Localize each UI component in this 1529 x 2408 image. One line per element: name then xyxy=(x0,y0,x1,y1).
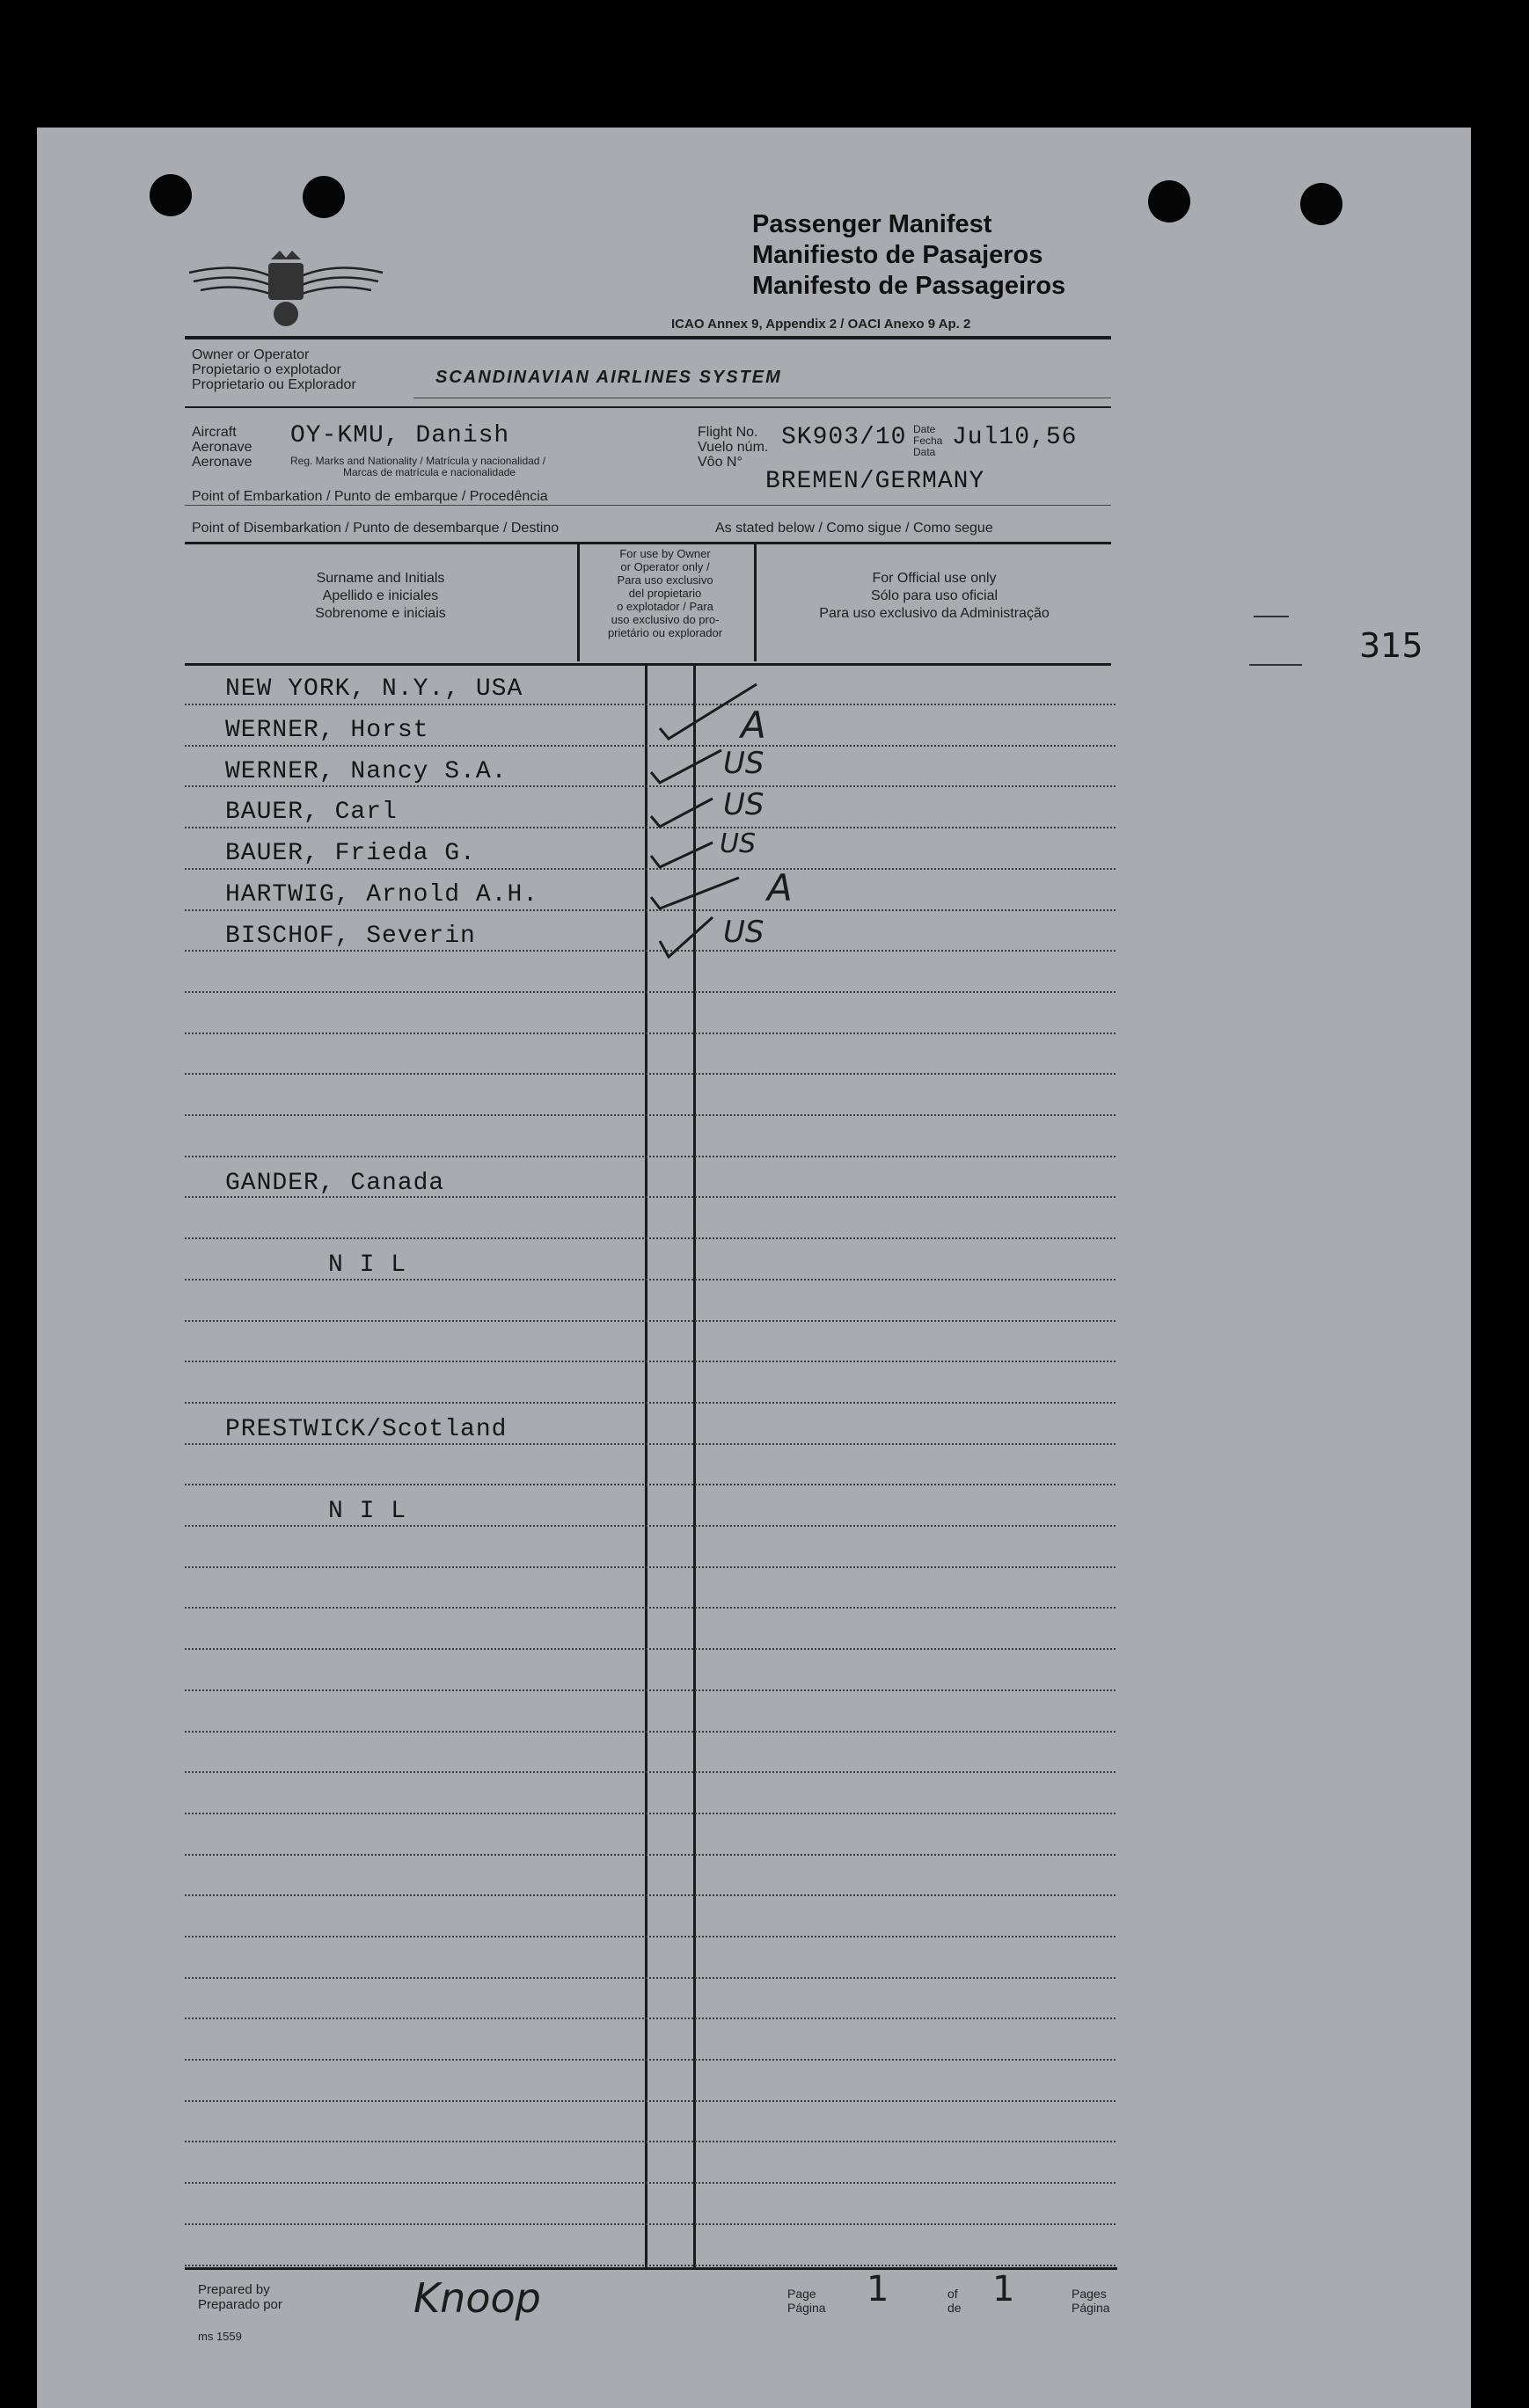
of-value: 1 xyxy=(992,2269,1015,2309)
table-row-line xyxy=(185,1771,1116,1773)
punch-hole xyxy=(303,176,345,218)
table-row-line xyxy=(185,1033,1116,1034)
title-es: Manifiesto de Pasajeros xyxy=(752,241,1043,269)
table-row-line xyxy=(185,1731,1116,1733)
stamp-dash xyxy=(1249,664,1302,666)
prepared-label: Prepared by Preparado por xyxy=(198,2282,282,2312)
table-row-line xyxy=(185,991,1116,993)
table-row-line xyxy=(185,1525,1116,1527)
table-row-line xyxy=(185,1648,1116,1650)
footer-rule xyxy=(185,2267,1117,2270)
handwritten-mark: US xyxy=(720,828,757,859)
title-pt: Manifesto de Passageiros xyxy=(752,272,1066,300)
date-value: Jul10,56 xyxy=(952,424,1078,451)
table-row-line xyxy=(185,1361,1116,1362)
table-row-line xyxy=(185,1073,1116,1075)
table-row-line xyxy=(185,1402,1116,1404)
table-row-line xyxy=(185,2182,1116,2184)
punch-hole xyxy=(1300,183,1342,225)
list-item: BISCHOF, Severin xyxy=(225,923,476,950)
list-item: NEW YORK, N.Y., USA xyxy=(225,675,523,703)
date-label: Date Fecha Data xyxy=(913,423,943,458)
owner-divider xyxy=(185,406,1111,408)
table-row-line xyxy=(185,2018,1116,2019)
stop-result: N I L xyxy=(328,1251,407,1279)
table-row-line xyxy=(185,2223,1116,2225)
table-row-line xyxy=(185,1443,1116,1445)
embarkation-label: Point of Embarkation / Punto de embarque / Procedência xyxy=(192,489,548,504)
title-en: Passenger Manifest xyxy=(752,210,992,238)
airline-wings-logo-icon xyxy=(185,251,387,339)
flight-no-value: SK903/10 xyxy=(781,424,907,451)
pages-label: Pages Página xyxy=(1072,2287,1110,2315)
embarkation-value: BREMEN/GERMANY xyxy=(765,468,985,495)
table-row-line xyxy=(185,1607,1116,1609)
reg-marks-label: Reg. Marks and Nationality / Matrícula y nacionalidad / Marcas de matrícula e nacionalidade xyxy=(290,455,546,478)
table-row-line xyxy=(185,2265,1116,2266)
table-row-line xyxy=(185,2059,1116,2061)
table-row-line xyxy=(185,1237,1116,1239)
stop-result: N I L xyxy=(328,1498,407,1525)
col-official-header: For Official use only Sólo para uso oficial Para uso exclusivo da Administração xyxy=(819,571,1050,621)
as-stated-label: As stated below / Como sigue / Como segue xyxy=(715,521,993,536)
handwritten-mark: A xyxy=(767,866,793,909)
page-stamp-number: 315 xyxy=(1359,626,1423,665)
embarkation-rule xyxy=(185,505,1111,506)
aircraft-value: OY-KMU, Danish xyxy=(290,422,510,449)
handwritten-mark: US xyxy=(723,915,764,950)
table-row-line xyxy=(185,1114,1116,1116)
col-surname-header: Surname and Initials Apellido e iniciales Sobrenome e iniciais xyxy=(315,571,446,621)
operator-name: SCANDINAVIAN AIRLINES SYSTEM xyxy=(435,368,782,387)
flight-no-label: Flight No. Vuelo núm. Vôo N° xyxy=(698,425,769,470)
table-row-line xyxy=(185,1689,1116,1691)
stamp-dash xyxy=(1254,616,1289,617)
table-row-line xyxy=(185,1854,1116,1856)
form-number: ms 1559 xyxy=(198,2330,242,2343)
list-item: WERNER, Horst xyxy=(225,717,429,744)
disembarkation-label: Point of Disembarkation / Punto de desembarque / Destino xyxy=(192,521,560,536)
owner-label: Owner or Operator Propietario o explotador Proprietario ou Explorador xyxy=(192,347,356,392)
handwritten-mark: US xyxy=(723,746,764,781)
column-header-rule xyxy=(185,663,1111,666)
page-label: Page Página xyxy=(787,2287,826,2315)
of-label: of de xyxy=(947,2287,962,2315)
manifest-title xyxy=(752,209,1122,302)
table-row-line xyxy=(185,1894,1116,1896)
icao-reference: ICAO Annex 9, Appendix 2 / OACI Anexo 9 Ap. 2 xyxy=(671,317,971,332)
aircraft-label: Aircraft Aeronave Aeronave xyxy=(192,425,252,470)
punch-hole xyxy=(150,174,192,216)
list-item: BAUER, Frieda G. xyxy=(225,840,476,867)
page-value: 1 xyxy=(867,2269,889,2309)
table-row-line xyxy=(185,1936,1116,1937)
table-row-line xyxy=(185,1279,1116,1281)
table-row-line xyxy=(185,2141,1116,2142)
table-row-line xyxy=(185,1320,1116,1322)
table-row-line xyxy=(185,1156,1116,1157)
col-owner-header: For use by Owner or Operator only / Para uso exclusivo del propietario o explotador / Para uso exclusivo do pro- prietário ou explorador xyxy=(607,547,723,639)
list-item: HARTWIG, Arnold A.H. xyxy=(225,881,539,908)
punch-hole xyxy=(1148,180,1190,223)
prepared-signature: Knoop xyxy=(413,2274,541,2322)
table-row-line xyxy=(185,1813,1116,1814)
check-marks-icon xyxy=(633,667,774,966)
list-item: WERNER, Nancy S.A. xyxy=(225,758,508,785)
top-rule xyxy=(185,336,1111,339)
table-row-line xyxy=(185,1566,1116,1568)
handwritten-mark: US xyxy=(723,787,764,822)
table-row-line xyxy=(185,1977,1116,1979)
stop-place: PRESTWICK/Scotland xyxy=(225,1416,508,1443)
handwritten-mark: A xyxy=(741,704,766,747)
stop-place: GANDER, Canada xyxy=(225,1170,445,1197)
list-item: BAUER, Carl xyxy=(225,799,398,826)
table-row-line xyxy=(185,1484,1116,1485)
table-row-line xyxy=(185,2100,1116,2102)
